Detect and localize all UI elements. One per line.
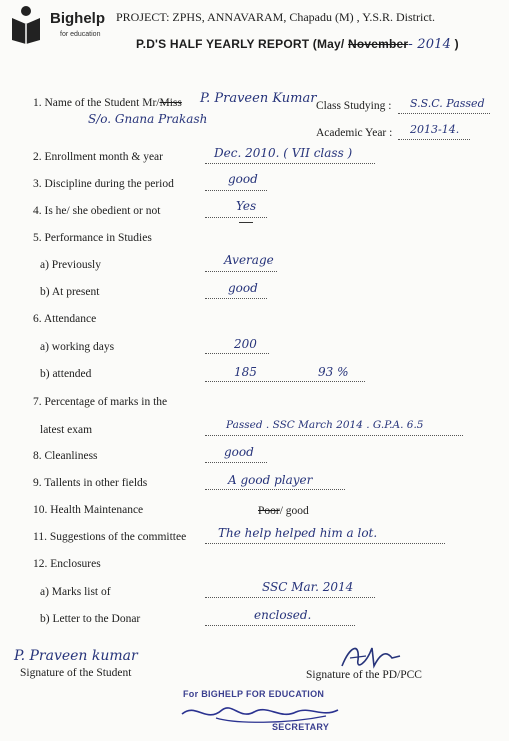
q3-dots bbox=[205, 190, 267, 191]
student-name: P. Praveen Kumar bbox=[200, 91, 317, 106]
student-signature: P. Praveen kumar bbox=[14, 648, 138, 664]
q12b-value: enclosed. bbox=[254, 608, 312, 622]
q10-options bbox=[258, 505, 309, 517]
q11-dots bbox=[205, 543, 445, 544]
q10-struck: Poor bbox=[258, 505, 280, 517]
q10-value: / good bbox=[279, 505, 309, 517]
report-title bbox=[136, 37, 459, 52]
q6-label: 6. Attendance bbox=[33, 313, 97, 325]
year-value: 2013-14. bbox=[410, 123, 460, 136]
q4-label: 4. Is he/ she obedient or not bbox=[33, 205, 161, 217]
bighelp-logo bbox=[8, 4, 108, 44]
q6a-dots bbox=[205, 353, 269, 354]
q5a-value: Average bbox=[224, 253, 274, 267]
pd-signature-label: Signature of the PD/PCC bbox=[306, 669, 422, 681]
title-close: ) bbox=[454, 37, 459, 51]
q7-dots bbox=[205, 435, 463, 436]
q9-label: 9. Tallents in other fields bbox=[33, 477, 148, 489]
title-prefix: P.D'S HALF YEARLY REPORT (May/ bbox=[136, 37, 345, 51]
q1-label-text: 1. Name of the Student Mr/ bbox=[33, 97, 160, 109]
stamp-role: SECRETARY bbox=[272, 722, 330, 732]
q6a-label: a) working days bbox=[40, 341, 115, 353]
q5b-dots bbox=[205, 298, 267, 299]
title-struck: November bbox=[348, 37, 409, 51]
q12-label: 12. Enclosures bbox=[33, 558, 101, 570]
q4-dots bbox=[205, 217, 267, 218]
q3-label: 3. Discipline during the period bbox=[33, 178, 174, 190]
logo-icon bbox=[8, 4, 44, 44]
q5-dash bbox=[239, 222, 253, 223]
q5b-label: b) At present bbox=[40, 286, 100, 298]
class-label: Class Studying : bbox=[316, 100, 392, 112]
q7-label: 7. Percentage of marks in the bbox=[33, 396, 168, 408]
q9-value: A good player bbox=[228, 473, 313, 487]
q8-label: 8. Cleanliness bbox=[33, 450, 98, 462]
q1-label bbox=[33, 97, 182, 109]
q7-value: Passed . SSC March 2014 . G.P.A. 6.5 bbox=[226, 419, 424, 431]
q3-value: good bbox=[228, 172, 258, 186]
q8-dots bbox=[205, 462, 267, 463]
father-name: S/o. Gnana Prakash bbox=[88, 112, 208, 126]
q12a-label: a) Marks list of bbox=[40, 586, 111, 598]
q1-struck: Miss bbox=[159, 97, 182, 109]
q6b-label: b) attended bbox=[40, 368, 92, 380]
q8-value: good bbox=[224, 445, 254, 459]
q5b-value: good bbox=[228, 281, 258, 295]
q12b-label: b) Letter to the Donar bbox=[40, 613, 141, 625]
q5-label: 5. Performance in Studies bbox=[33, 232, 152, 244]
q12a-dots bbox=[205, 597, 375, 598]
q6b-dots bbox=[205, 381, 365, 382]
logo-name: Bighelp bbox=[50, 10, 105, 27]
q5a-label: a) Previously bbox=[40, 259, 102, 271]
q6b-percent: 93 % bbox=[318, 365, 349, 379]
logo-tagline: for education bbox=[60, 31, 101, 38]
q5a-dots bbox=[205, 271, 277, 272]
q2-dots bbox=[205, 163, 375, 164]
q12b-dots bbox=[205, 625, 355, 626]
q4-value: Yes bbox=[236, 199, 257, 213]
q6a-value: 200 bbox=[234, 337, 257, 351]
q7-label-2: latest exam bbox=[40, 424, 93, 436]
q10-label: 10. Health Maintenance bbox=[33, 504, 144, 516]
year-dots bbox=[398, 139, 470, 140]
q11-label: 11. Suggestions of the committee bbox=[33, 531, 187, 543]
project-line: PROJECT: ZPHS, ANNAVARAM, Chapadu (M) , Y.S.R. District. bbox=[116, 10, 436, 24]
year-label: Academic Year : bbox=[316, 127, 393, 139]
student-signature-label: Signature of the Student bbox=[20, 667, 132, 679]
q2-value: Dec. 2010. ( VII class ) bbox=[214, 146, 353, 160]
q9-dots bbox=[205, 489, 345, 490]
q6b-value: 185 bbox=[234, 365, 257, 379]
q11-value: The help helped him a lot. bbox=[218, 526, 378, 540]
class-value: S.S.C. Passed bbox=[410, 97, 485, 110]
stamp-org: For BIGHELP FOR EDUCATION bbox=[183, 689, 325, 699]
title-year: - 2014 bbox=[408, 37, 452, 52]
q2-label: 2. Enrollment month & year bbox=[33, 151, 163, 163]
q12a-value: SSC Mar. 2014 bbox=[262, 580, 354, 594]
class-dots bbox=[398, 113, 490, 114]
